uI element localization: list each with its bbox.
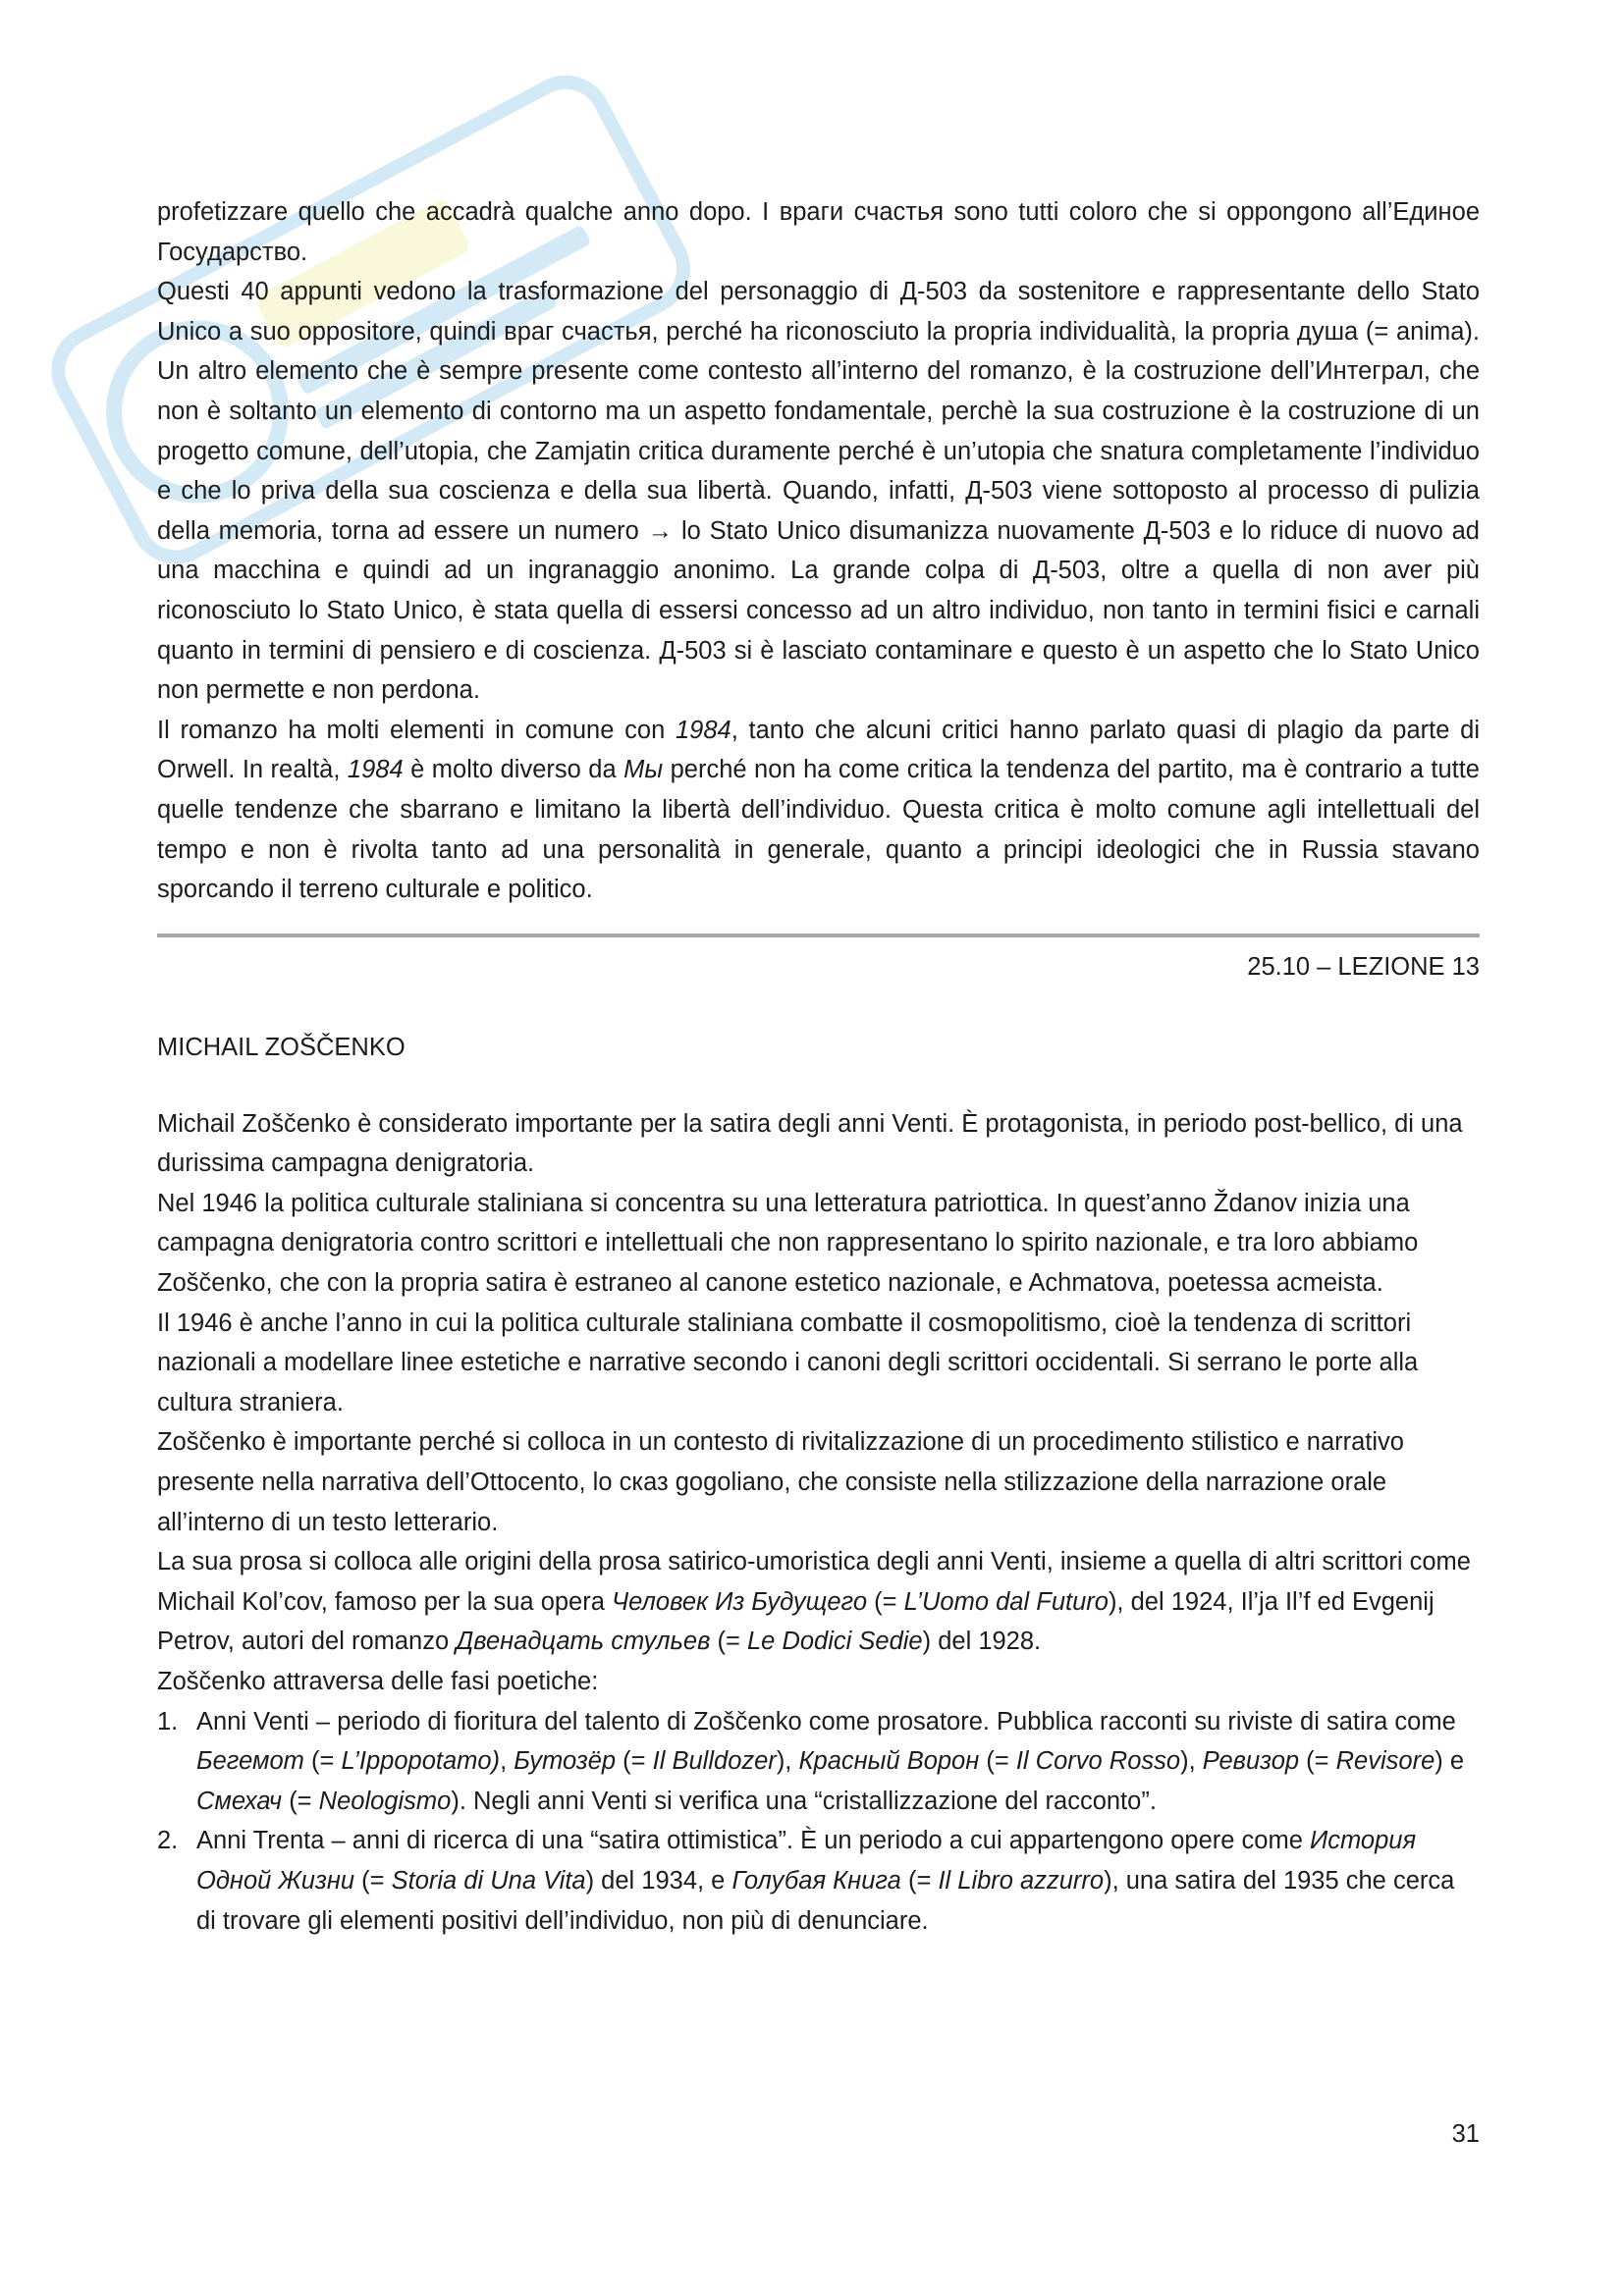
text-run: (= [354, 1866, 392, 1895]
list-item [157, 1821, 1480, 1941]
text-run: (= [979, 1747, 1016, 1776]
work-title: Голубая Книга [731, 1866, 901, 1895]
text-run: ) e [1435, 1747, 1465, 1776]
text-run: Il romanzo ha molti elementi in comune con [157, 716, 676, 744]
text-run: ), una satira del 1935 che cerca di trovare gli elementi positivi dell’individuo, non più di denunciare. [196, 1866, 1455, 1935]
work-title: Il Bulldozer [652, 1747, 777, 1776]
work-title: Двенадцать стульев [456, 1628, 711, 1656]
text-run: (= [282, 1787, 319, 1815]
list-number: 2. [157, 1827, 179, 1855]
text-run: (= [867, 1587, 904, 1616]
text-run: (= [303, 1747, 342, 1776]
page-number: 31 [1451, 2120, 1480, 2148]
work-title: Ревизор [1202, 1747, 1300, 1776]
paragraph-prose [157, 1542, 1480, 1662]
paragraph-intro: Michail Zoščenko è considerato importante per la satira degli anni Venti. È protagonista, in periodo post-bellico, di una durissima campagna denigratoria. [157, 1109, 1463, 1178]
text-run: ), [776, 1747, 799, 1776]
text-run: , [500, 1747, 514, 1776]
work-title: Il Libro azzurro [938, 1866, 1105, 1895]
paragraph-skaz: Zoščenko è importante perché si colloca in un contesto di rivitalizzazione di un procedimento stilistico e narrativo presente nella narrativa dell’Ottocento, lo сказ gogoliano, che consiste nella stilizzazione della narrazione orale all’interno di un testo letterario. [157, 1428, 1404, 1536]
text-run: perché non ha come critica la tendenza del partito, ma è contrario a tutte quelle tendenze che sbarrano e limitano la libertà dell’individuo. Questa critica è molto comune agli intellettuali del tempo e non è rivolta tanto ad una personalità in generale, quanto a principi ideologici che in Russia stavano sporcando il terreno culturale e politico. [157, 756, 1480, 904]
paragraph-d503-text: Questi 40 appunti vedono la trasformazione del personaggio di Д-503 da sostenitore e rappresentante dello Stato Unico a suo oppositore, quindi враг счастья, perché ha riconosciuto la propria individualità, la propria душа (= anima). Un altro elemento che è sempre presente come contesto all’interno del romanzo, è la costruzione dell’Интеграл, che non è soltanto un elemento di contorno ma un aspetto fondamentale, perchè la sua costruzione è la costruzione di un progetto comune, dell’utopia, che Zamjatin critica duramente perché è un’utopia che snatura completamente l’individuo e che lo priva della sua coscienza e della sua libertà. Quando, infatti, Д-503 viene sottoposto al processo di pulizia della memoria, torna ad essere un numero [157, 278, 1480, 545]
work-title: Бутозёр [514, 1747, 617, 1776]
work-title: История Одной Жизни [196, 1827, 1417, 1895]
text-run: , tanto che alcuni critici hanno parlato quasi di plagio da parte di Orwell. In realtà, [157, 716, 1480, 784]
title-1984: 1984 [675, 716, 731, 744]
arrow-icon: → [647, 516, 674, 545]
section-divider [157, 934, 1480, 937]
text-run: (= [1299, 1747, 1336, 1776]
text-run: Anni Venti – periodo di fioritura del talento di Zoščenko come prosatore. Pubblica racconti su riviste di satira come [196, 1707, 1456, 1735]
text-run: ), [1180, 1747, 1203, 1776]
section-title: MICHAIL ZOŠČENKO [157, 1033, 406, 1061]
lesson-label: 25.10 – LEZIONE 13 [1247, 952, 1480, 981]
paragraph-d503-continued: lo Stato Unico disumanizza nuovamente Д-503 e lo riduce di nuovo ad una macchina e quindi ad un ingranaggio anonimo. La grande colpa di Д-503, oltre a quella di non aver più riconosciuto lo Stato Unico, è stata quella di essersi concesso ad un altro individuo, non tanto in termini fisici e carnali quanto in termini di pensiero e di coscienza. Д-503 si è lasciato contaminare e questo è un aspetto che lo Stato Unico non permette e non perdona. [157, 516, 1480, 705]
work-title: Бегемот [196, 1747, 304, 1776]
work-title: Storia di Una Vita [391, 1866, 586, 1895]
work-title: L’Uomo dal Futuro [903, 1587, 1109, 1616]
work-title: L’Ippopotamo) [341, 1747, 501, 1776]
work-title: Neologismo [318, 1787, 452, 1815]
paragraph-1946: Nel 1946 la politica culturale staliniana si concentra su una letteratura patriottica. In quest’anno Ždanov inizia una campagna denigratoria contro scrittori e intellettuali che non rappresentano lo spirito nazionale, e tra loro abbiamo Zoščenko, che con la propria satira è estraneo al canone estetico nazionale, e Achmatova, poetessa acmeista. [157, 1189, 1419, 1298]
text-run: (= [710, 1628, 747, 1656]
title-my: Мы [623, 756, 664, 784]
title-1984: 1984 [347, 756, 404, 784]
work-title: Le Dodici Sedie [747, 1628, 923, 1656]
paragraph-phases-intro: Zoščenko attraversa delle fasi poetiche: [157, 1668, 599, 1695]
paragraph-d503 [157, 272, 1480, 711]
paragraph-cosmopolitism: Il 1946 è anche l’anno in cui la politica culturale staliniana combatte il cosmopolitismo, cioè la tendenza di scrittori nazionali a modellare linee estetiche e narrative secondo i canoni degli scrittori occidentali. Si serrano le porte alla cultura straniera. [157, 1308, 1419, 1416]
text-run: (= [900, 1866, 939, 1895]
list-item [157, 1702, 1480, 1822]
paragraph-prophecy: profetizzare quello che accadrà qualche anno dopo. I враги счастья sono tutti coloro che si oppongono all’Единое Государство. [157, 198, 1480, 266]
phases-list [157, 1702, 1480, 1942]
text-run: (= [616, 1747, 653, 1776]
work-title: Revisore [1335, 1747, 1435, 1776]
text-run: è molto diverso da [403, 756, 624, 784]
text-run: La sua prosa si colloca alle origini della prosa satirico-umoristica degli anni Venti, insieme a quella di altri scrittori come Michail Kol’cov, famoso per la sua opera [157, 1548, 1471, 1616]
work-title: Il Corvo Rosso [1015, 1747, 1181, 1776]
work-title: Красный Ворон [798, 1747, 980, 1776]
work-title: Человек Из Будущего [612, 1587, 868, 1616]
text-run: ) del 1928. [922, 1628, 1042, 1656]
paragraph-orwell [157, 711, 1480, 910]
text-run: Anni Trenta – anni di ricerca di una “satira ottimistica”. È un periodo a cui appartengono opere come [196, 1827, 1310, 1855]
text-run: ). Negli anni Venti si verifica una “cristallizzazione del racconto”. [451, 1787, 1157, 1815]
section-body [157, 1104, 1480, 1941]
document-page [157, 192, 1480, 1941]
list-number: 1. [157, 1707, 179, 1735]
work-title: Смехач [196, 1787, 283, 1815]
text-run: ) del 1934, e [585, 1866, 732, 1895]
text-run: ), del 1924, Il’ja Il’f ed Evgenij Petrov, autori del romanzo [157, 1587, 1435, 1656]
